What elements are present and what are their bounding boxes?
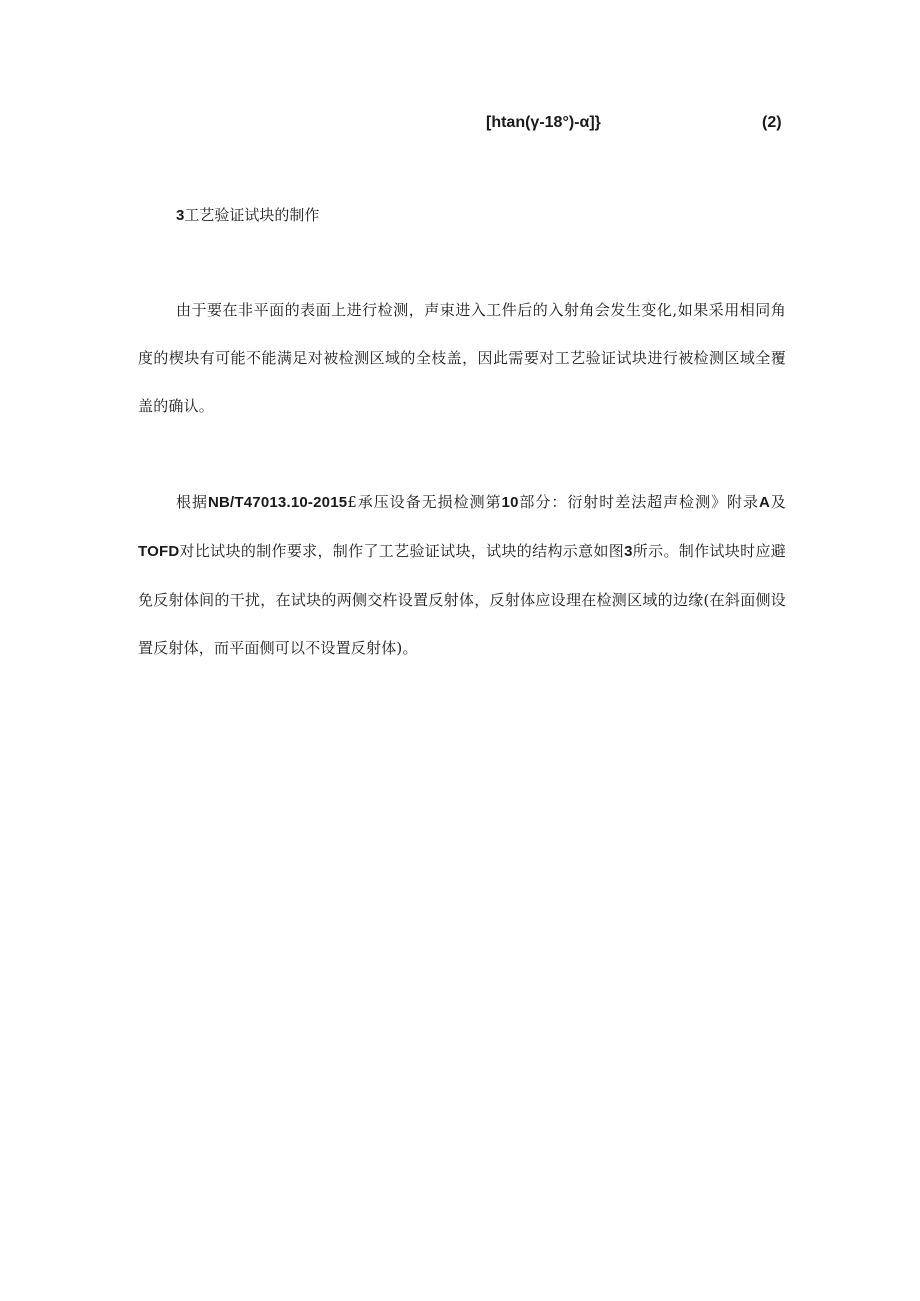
equation-number: (2) bbox=[762, 114, 782, 131]
para2-text-3: 部分：衍射时差法超声检测》附录 bbox=[518, 493, 759, 511]
equation-expression: [htan(γ-18°)-α]} bbox=[486, 114, 601, 131]
paragraph-coverage: 由于要在非平面的表面上进行检测，声束进入工件后的入射角会发生变化,如果采用相同角度的楔块有可能不能满足对被检测区域的全枝盖，因此需要对工艺验证试块进行被检测区域全覆盖的确认。 bbox=[138, 301, 786, 415]
para2-text-1: 根据 bbox=[176, 493, 208, 511]
para2-text-2: £承压设备无损检测第 bbox=[347, 493, 502, 511]
para2-text-4: 及 bbox=[770, 493, 787, 511]
section-number: 3 bbox=[176, 207, 185, 224]
equation-line bbox=[0, 110, 920, 136]
paragraph-standard bbox=[138, 478, 786, 672]
figure-number: 3 bbox=[624, 543, 633, 560]
para2-text-5: 对比试块的制作要求，制作了工艺验证试块，试块的结构示意如图 bbox=[179, 542, 625, 560]
standard-code: NB/T47013.10-2015 bbox=[207, 494, 348, 511]
part-number: 10 bbox=[501, 494, 519, 511]
section-title: 工艺验证试块的制作 bbox=[184, 206, 320, 224]
section-heading bbox=[176, 202, 319, 229]
appendix-letter: A bbox=[758, 494, 771, 511]
para2-text-6: 所示。制作试块时应避免反射体间的干扰，在试块的两侧交杵设置反射体，反射体应设理在检测区域的边缘(在斜面侧设置反射体，而平面侧可以不设置反射体)。 bbox=[138, 542, 786, 657]
tofd-term: TOFD bbox=[138, 543, 180, 560]
